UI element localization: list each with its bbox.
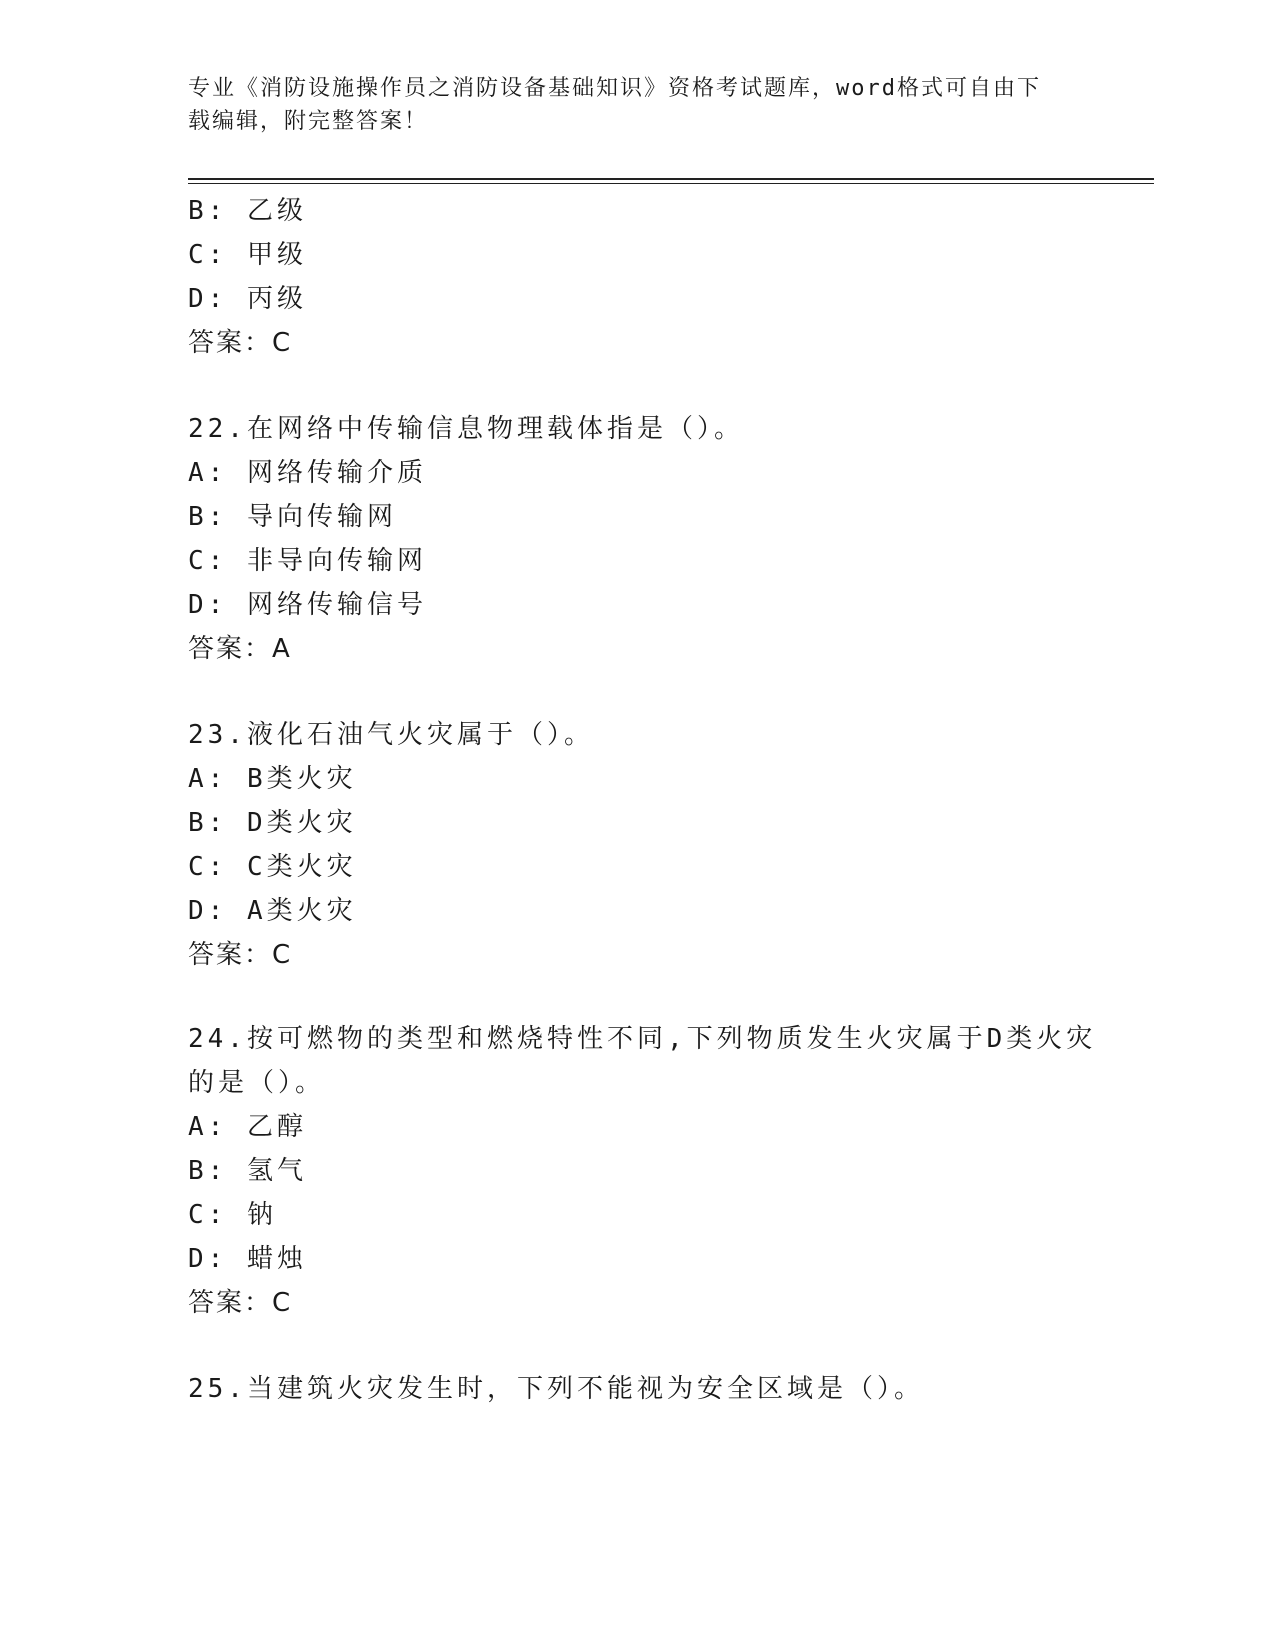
q23-option-b: B: D类火灾	[188, 808, 357, 838]
q21-option-b: B: 乙级	[188, 196, 307, 226]
header-line-2: 载编辑，附完整答案！	[188, 109, 429, 134]
q22-option-b: B: 导向传输网	[188, 502, 397, 532]
q22-option-a: A: 网络传输介质	[188, 458, 427, 488]
q24-stem-line-2: 的是（）。	[188, 1068, 326, 1098]
q22-option-c: C: 非导向传输网	[188, 546, 427, 576]
q24-option-a: A: 乙醇	[188, 1112, 307, 1142]
header-divider-thick	[188, 178, 1154, 180]
header-divider-thin	[188, 183, 1154, 184]
document-header	[188, 72, 1068, 138]
q24-option-b: B: 氢气	[188, 1156, 307, 1186]
q22-stem: 22.在网络中传输信息物理载体指是（）。	[188, 414, 744, 444]
q24-option-c: C: 钠	[188, 1200, 277, 1230]
q24-answer: 答案：C	[188, 1288, 293, 1318]
q21-option-c: C: 甲级	[188, 240, 307, 270]
q25-stem: 25.当建筑火灾发生时，下列不能视为安全区域是（）。	[188, 1374, 924, 1404]
q23-option-d: D: A类火灾	[188, 896, 357, 926]
q23-option-c: C: C类火灾	[188, 852, 357, 882]
q23-answer: 答案：C	[188, 940, 293, 970]
q24-option-d: D: 蜡烛	[188, 1244, 307, 1274]
q21-option-d: D: 丙级	[188, 284, 307, 314]
q23-option-a: A: B类火灾	[188, 764, 357, 794]
q23-stem: 23.液化石油气火灾属于（）。	[188, 720, 594, 750]
q22-option-d: D: 网络传输信号	[188, 590, 427, 620]
header-line-1: 专业《消防设施操作员之消防设备基础知识》资格考试题库，word格式可自由下	[188, 76, 1041, 101]
q24-stem-line-1: 24.按可燃物的类型和燃烧特性不同,下列物质发生火灾属于D类火灾	[188, 1024, 1097, 1054]
q22-answer: 答案：A	[188, 634, 292, 664]
q21-answer: 答案：C	[188, 328, 293, 358]
